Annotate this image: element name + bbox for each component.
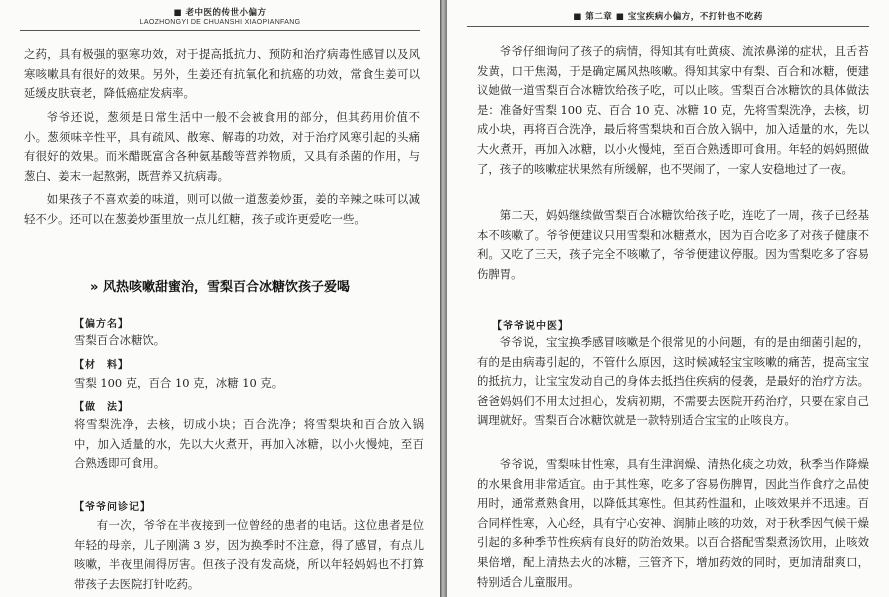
right-header-rule: [467, 26, 869, 27]
tag-remedy-name: 【偏方名】: [74, 319, 129, 330]
explain-paragraph-1: 爷爷说，宝宝换季感冒咳嗽是个很常见的小问题，有的是由细菌引起的，有的是由病毒引起的，不管什么原因，这时候减轻宝宝咳嗽的痛苦，提高宝宝的抵抗力，让宝宝发动自己的身体去抵挡住疾病的侵袭，是最好的治疗方法。爸爸妈妈们不用太过担心，发病初期，不需要去医院开药治疗，只要在家自己调理就好。雪梨百合冰糖饮就是一款特别适合宝宝的止咳良方。: [477, 335, 869, 428]
left-running-header: ■ 老中医的传世小偏方: [173, 8, 267, 18]
book-gutter: [440, 0, 447, 597]
right-page: [447, 0, 889, 597]
right-paragraph-1: 爷爷仔细询问了孩子的病情，得知其有吐黄痰、流浓鼻涕的症状，且舌苔发黄，口干焦渴，于是确定属风热咳嗽。得知其家中有梨、百合和冰糖，便建议她做一道雪梨百合冰糖饮给孩子吃，可以止咳。雪梨百合冰糖饮的具体做法是：准备好雪梨 100 克、百合 10 克、冰糖 10 克，先将雪梨洗净，去核，切成小块，再将百合洗净，最后将雪梨块和百合放入锅中，加入适量的水，先以大火煮开，再加入冰糖，以小火慢炖，至百合熟透即可食用。年轻的妈妈照做了，孩子的咳嗽症状果然有所缓解，也不哭闹了，一家人安稳地过了一夜。: [477, 44, 869, 176]
left-header-rule: [20, 30, 420, 31]
tag-case-notes: 【爷爷问诊记】: [74, 502, 151, 513]
right-paragraph-2: 第二天，妈妈继续做雪梨百合冰糖饮给孩子吃，连吃了一周，孩子已经基本不咳嗽了。爷爷便建议只用雪梨和冰糖煮水，因为百合吃多了对孩子健康不利。又吃了三天，孩子完全不咳嗽了，爷爷便建议停服。因为雪梨吃多了容易伤脾胃。: [477, 208, 869, 281]
left-paragraph-3: 如果孩子不喜欢姜的味道，则可以做一道葱姜炒蛋，姜的辛辣之味可以减轻不少。还可以在葱姜炒蛋里放一点儿红糖，孩子或许更爱吃一些。: [24, 192, 420, 226]
tag-ingredients: 【材 料】: [74, 360, 129, 371]
tag-method: 【做 法】: [74, 402, 129, 413]
remedy-name: 雪梨百合冰糖饮。: [74, 333, 166, 347]
left-paragraph-1: 之药，具有极强的驱寒功效，对于提高抵抗力、预防和治疗病毒性感冒以及风寒咳嗽具有很好的效果。另外，生姜还有抗氧化和抗癌的功效，常食生姜可以延缓皮肤衰老，降低癌症发病率。: [24, 47, 420, 101]
explain-paragraph-2: 爷爷说，雪梨味甘性寒，具有生津润燥、清热化痰之功效，秋季当作降燥的水果食用非常适宜。由于其性寒，吃多了容易伤脾胃，因此当作食疗之品使用时，通常煮熟食用，以降低其寒性。但其药性温和，止咳效果并不迅速。百合同样性寒，入心经，具有宁心安神、润肺止咳的功效，对于秋季因气候干燥引起的多种季节性疾病有良好的防治效果。以百合搭配雪梨煮汤饮用，止咳效果倍增，配上清热去火的冰糖，三管齐下，增加药效的同时，更加清甜爽口，特别适合儿童服用。: [477, 457, 869, 589]
method-text: 将雪梨洗净，去核，切成小块；百合洗净；将雪梨块和百合放入锅中，加入适量的水，先以大火煮开，再加入冰糖，以小火慢炖，至百合熟透即可食用。: [74, 417, 424, 471]
left-running-header-pinyin: LAOZHONGYI DE CHUANSHI XIAOPIANFANG: [139, 19, 301, 26]
right-running-header: ■ 第二章 ■ 宝宝疾病小偏方，不打针也不吃药: [573, 12, 763, 22]
left-paragraph-2: 爷爷还说，葱须是日常生活中一般不会被食用的部分，但其药用价值不小。葱须味辛性平，具有疏风、散寒、解毒的功效，对于治疗风寒引起的头痛有很好的效果。而米醋既富含各种氨基酸等营养物质，又具有杀菌的作用，与葱白、姜末一起熬粥，既营养又抗病毒。: [24, 110, 420, 183]
case-notes-text: 有一次，爷爷在半夜接到一位曾经的患者的电话。这位患者是位年轻的母亲，儿子刚满 3 岁，因为换季时不注意，得了感冒，有点儿咳嗽，半夜里闹得厉害。但孩子没有发高烧，所以年轻妈妈也不打算带孩子去医院打针吃药。: [74, 518, 424, 591]
left-page: [0, 0, 440, 597]
section-title: » 风热咳嗽甜蜜治，雪梨百合冰糖饮孩子爱喝: [90, 280, 350, 295]
ingredients: 雪梨 100 克，百合 10 克，冰糖 10 克。: [74, 376, 284, 390]
tag-grandpa-explains: 【爷爷说中医】: [492, 321, 569, 332]
